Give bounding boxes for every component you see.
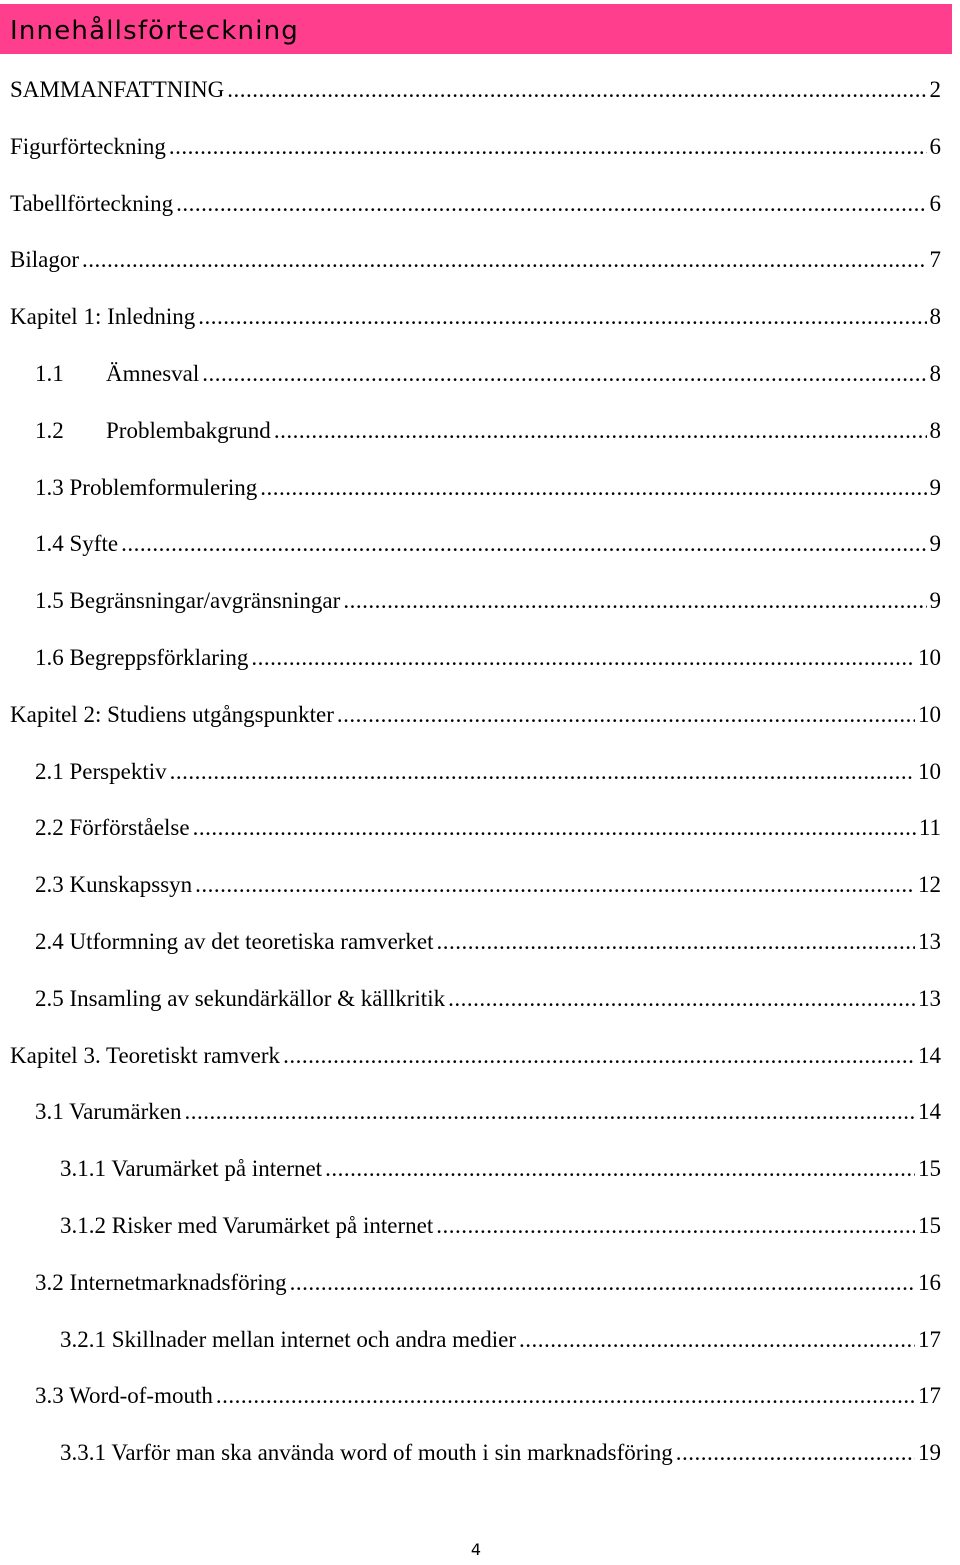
toc-dot-leader xyxy=(198,297,926,337)
toc-entry-text: Problembakgrund xyxy=(106,417,271,443)
toc-entry-title: 1.6 Begreppsförklaring xyxy=(35,645,249,670)
toc-entry[interactable] xyxy=(10,297,941,337)
toc-entry-title: Bilagor xyxy=(10,247,79,273)
toc-entry[interactable] xyxy=(35,808,941,848)
toc-entry[interactable] xyxy=(10,184,941,224)
toc-entry-title: Tabellförteckning xyxy=(10,190,174,216)
toc-entry-title: 2.5 Insamling av sekundärkällor & källkritik xyxy=(35,985,446,1011)
toc-dot-leader xyxy=(337,695,915,735)
toc-entry[interactable] xyxy=(10,240,941,280)
toc-entry-page: 8 xyxy=(929,417,941,443)
toc-entry-page: 7 xyxy=(929,247,941,273)
toc-entry-page: 15 xyxy=(918,1156,941,1182)
toc-entry-page: 6 xyxy=(929,190,941,216)
toc-entry-page: 9 xyxy=(929,531,941,557)
toc-dot-leader xyxy=(283,1036,915,1076)
toc-entry-title: 2.4 Utformning av det teoretiska ramverket xyxy=(35,929,434,954)
toc-dot-leader xyxy=(436,1206,915,1246)
toc-entry[interactable] xyxy=(10,1036,941,1076)
toc-entry[interactable] xyxy=(60,1433,941,1473)
toc-entry-text: Ämnesval xyxy=(106,361,200,386)
toc-dot-leader xyxy=(227,70,926,110)
toc-dot-leader xyxy=(202,354,926,394)
toc-entry[interactable] xyxy=(35,638,941,678)
toc-entry[interactable] xyxy=(35,468,941,508)
toc-dot-leader xyxy=(448,979,915,1019)
toc-entry-title: 3.1 Varumärken xyxy=(35,1099,182,1125)
toc-entry-page: 9 xyxy=(929,588,941,614)
toc-entry-page: 17 xyxy=(918,1383,941,1409)
toc-entry-title: Kapitel 3. Teoretiskt ramverk xyxy=(10,1042,281,1068)
toc-entry-title: 3.2 Internetmarknadsföring xyxy=(35,1269,287,1295)
toc-entry-page: 10 xyxy=(918,701,941,727)
toc-entry[interactable] xyxy=(10,127,941,167)
toc-entry-page: 17 xyxy=(918,1326,941,1352)
toc-entry-title xyxy=(35,411,271,451)
page-number: 4 xyxy=(470,1540,482,1559)
toc-entry-page: 12 xyxy=(918,872,941,898)
toc-entry[interactable] xyxy=(35,1263,941,1303)
toc-entry[interactable] xyxy=(10,695,941,735)
toc-dot-leader xyxy=(176,184,926,224)
toc-entry-page: 19 xyxy=(918,1440,941,1466)
toc-dot-leader xyxy=(216,1376,915,1416)
toc-entry-page: 10 xyxy=(918,758,941,784)
toc-entry-title: SAMMANFATTNING xyxy=(10,77,225,102)
toc-entry-page: 10 xyxy=(918,645,941,670)
toc-entry-title: Kapitel 1: Inledning xyxy=(10,304,196,330)
toc-entry-page: 14 xyxy=(918,1099,941,1125)
toc-entry-title xyxy=(35,354,199,394)
toc-dot-leader xyxy=(170,752,915,792)
toc-entry-title: 1.3 Problemformulering xyxy=(35,474,258,500)
toc-dot-leader xyxy=(290,1263,915,1303)
toc-entry-title: 2.1 Perspektiv xyxy=(35,758,167,784)
toc-entry-number: 1.2 xyxy=(35,417,64,443)
toc-dot-leader xyxy=(82,240,927,280)
toc-dot-leader xyxy=(195,865,915,905)
toc-entry-title: 3.1.2 Risker med Varumärket på internet xyxy=(60,1213,434,1238)
toc-entry-page: 13 xyxy=(918,929,941,954)
toc-entry[interactable] xyxy=(35,865,941,905)
toc-dot-leader xyxy=(184,1092,915,1132)
toc-dot-leader xyxy=(169,127,927,167)
toc-entry[interactable] xyxy=(35,354,941,394)
toc-entry[interactable] xyxy=(35,524,941,564)
toc-entry-page: 8 xyxy=(929,304,941,330)
toc-entry-page: 8 xyxy=(929,361,941,386)
toc-entry-title: 1.5 Begränsningar/avgränsningar xyxy=(35,588,341,614)
toc-heading: Innehållsförteckning xyxy=(10,16,300,46)
toc-dot-leader xyxy=(325,1149,915,1189)
toc-dot-leader xyxy=(274,411,927,451)
toc-entry[interactable] xyxy=(60,1320,941,1360)
toc-entry-page: 15 xyxy=(918,1213,941,1238)
toc-entry-title: 1.4 Syfte xyxy=(35,531,119,557)
toc-entry-number: 1.1 xyxy=(35,361,64,386)
toc-dot-leader xyxy=(260,468,926,508)
toc-entry[interactable] xyxy=(35,752,941,792)
toc-dot-leader xyxy=(343,581,926,621)
toc-heading-bar xyxy=(0,4,952,54)
toc-entry-page: 6 xyxy=(929,133,941,159)
toc-entry-title: 3.1.1 Varumärket på internet xyxy=(60,1156,323,1182)
toc-entry-page: 14 xyxy=(918,1042,941,1068)
toc-entry-title: 3.3.1 Varför man ska använda word of mouth i sin marknadsföring xyxy=(60,1440,673,1466)
toc-entry[interactable] xyxy=(60,1149,941,1189)
toc-entry-title: Figurförteckning xyxy=(10,133,166,159)
toc-dot-leader xyxy=(193,808,916,848)
toc-entry-page: 16 xyxy=(918,1269,941,1295)
toc-entry[interactable] xyxy=(60,1206,941,1246)
toc-entry[interactable] xyxy=(35,979,941,1019)
toc-dot-leader xyxy=(121,524,926,564)
toc-entry-page: 2 xyxy=(929,77,941,102)
toc-entry-title: 3.3 Word-of-mouth xyxy=(35,1383,213,1409)
toc-entry[interactable] xyxy=(35,581,941,621)
toc-entry[interactable] xyxy=(35,411,941,451)
toc-dot-leader xyxy=(519,1320,915,1360)
toc-dot-leader xyxy=(676,1433,915,1473)
toc-entry-title: 3.2.1 Skillnader mellan internet och andra medier xyxy=(60,1326,517,1352)
toc-entry[interactable] xyxy=(10,70,941,110)
toc-entry-page: 11 xyxy=(918,815,941,841)
toc-dot-leader xyxy=(437,922,915,962)
toc-entry[interactable] xyxy=(35,1092,941,1132)
toc-entry[interactable] xyxy=(35,1376,941,1416)
toc-entry-page: 9 xyxy=(929,474,941,500)
toc-entry-page: 13 xyxy=(918,985,941,1011)
toc-entry[interactable] xyxy=(35,922,941,962)
toc-entry-title: 2.2 Förförståelse xyxy=(35,815,190,841)
toc-dot-leader xyxy=(251,638,915,678)
toc-entry-title: Kapitel 2: Studiens utgångspunkter xyxy=(10,701,334,727)
toc-entry-title: 2.3 Kunskapssyn xyxy=(35,872,193,898)
